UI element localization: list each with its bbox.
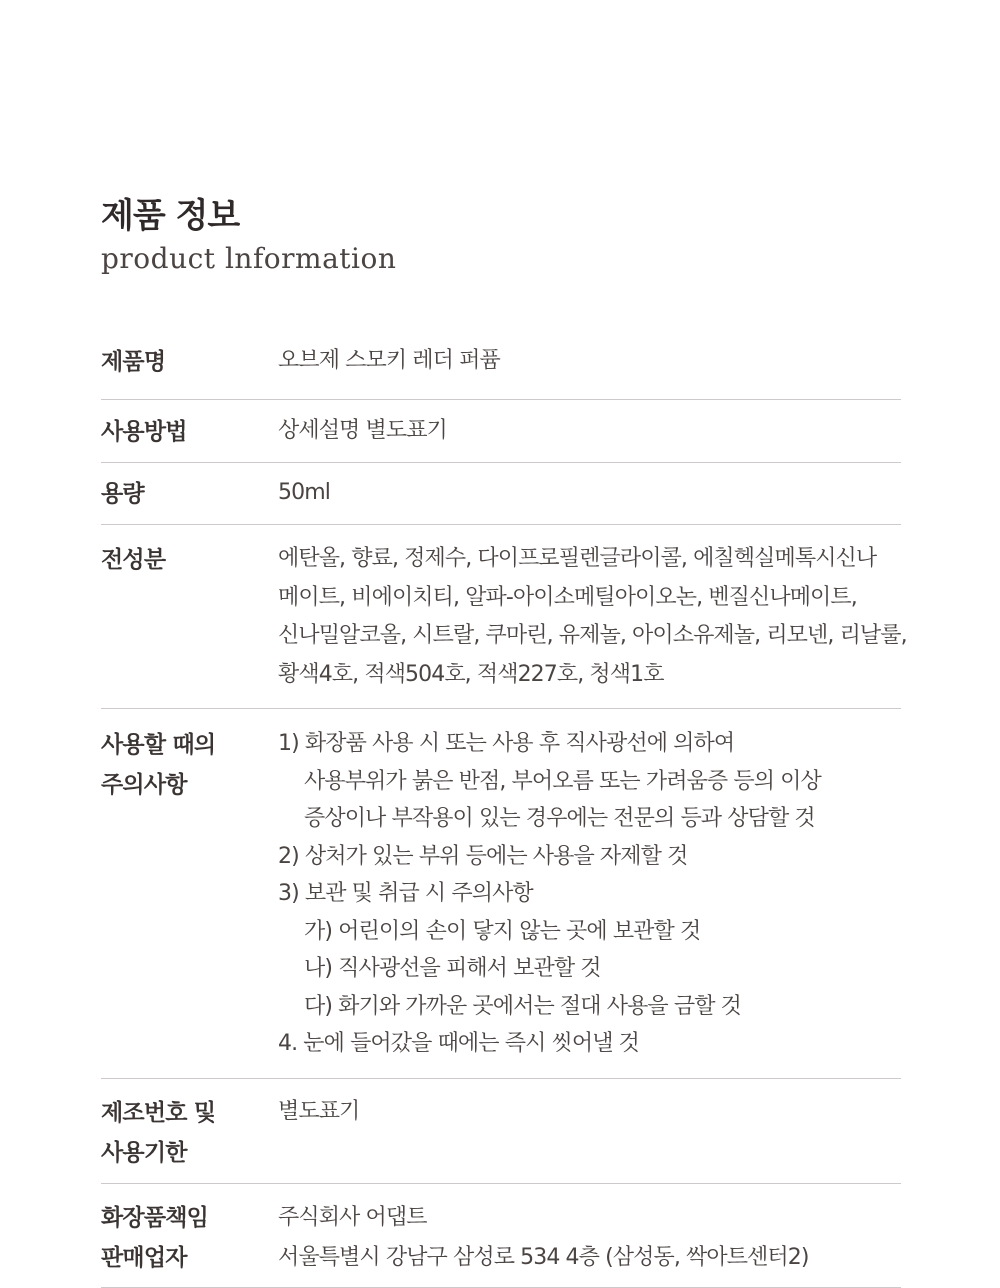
- row-caution: [101, 709, 901, 1079]
- row-label-line: 주의사항: [101, 772, 187, 798]
- row-volume: [101, 463, 901, 525]
- row-value: [278, 1198, 901, 1287]
- caution-line: 다) 화기와 가까운 곳에서는 절대 사용을 금할 것: [304, 993, 742, 1019]
- row-label-line: 사용할 때의: [101, 732, 216, 758]
- row-label: 사용방법: [101, 419, 187, 445]
- row-usage: [101, 400, 901, 463]
- caution-line: 사용부위가 붉은 반점, 부어오름 또는 가려움증 등의 이상: [304, 768, 821, 794]
- product-info-table: [101, 328, 907, 1288]
- caution-line: 가) 어린이의 손이 닿지 않는 곳에 보관할 것: [304, 918, 701, 944]
- row-lot-expiry: [101, 1079, 901, 1184]
- seller-line: 서울특별시 강남구 삼성로 534 4층 (삼성동, 싹아트센터2): [278, 1245, 809, 1270]
- row-label: 용량: [101, 481, 144, 507]
- row-value: 상세설명 별도표기: [278, 418, 447, 443]
- ingredients-line: 메이트, 비에이치티, 알파-아이소메틸아이오논, 벤질신나메이트,: [278, 584, 857, 610]
- row-label: [101, 1093, 278, 1183]
- row-value: [278, 540, 907, 708]
- section-subtitle: product lnformation: [101, 242, 397, 275]
- row-value: 별도표기: [278, 1099, 360, 1124]
- row-product-name: [101, 328, 901, 400]
- row-value: 오브제 스모키 레더 퍼퓸: [278, 348, 500, 373]
- row-ingredients: [101, 525, 907, 709]
- caution-line: 2) 상처가 있는 부위 등에는 사용을 자제할 것: [278, 843, 688, 869]
- row-seller: [101, 1184, 901, 1288]
- product-info-section: [101, 196, 907, 1288]
- caution-line: 4. 눈에 들어갔을 때에는 즉시 씻어낼 것: [278, 1031, 640, 1056]
- row-label-line: 제조번호 및: [101, 1100, 216, 1126]
- row-value: 50ml: [278, 480, 330, 505]
- caution-line: 증상이나 부작용이 있는 경우에는 전문의 등과 상담할 것: [304, 806, 815, 831]
- seller-line: 주식회사 어댑트: [278, 1205, 427, 1230]
- row-label-line: 사용기한: [101, 1140, 187, 1166]
- row-label: [101, 725, 278, 1078]
- ingredients-line: 황색4호, 적색504호, 적색227호, 청색1호: [278, 661, 664, 687]
- ingredients-line: 에탄올, 향료, 정제수, 다이프로필렌글라이콜, 에칠헥실메톡시신나: [278, 546, 877, 571]
- row-label: 제품명: [101, 349, 166, 375]
- caution-line: 3) 보관 및 취급 시 주의사항: [278, 881, 533, 906]
- row-label-line: 화장품책임: [101, 1205, 209, 1231]
- row-label: 전성분: [101, 547, 166, 573]
- section-title: 제품 정보: [101, 196, 240, 236]
- row-label-line: 판매업자: [101, 1245, 187, 1271]
- row-label: [101, 1198, 278, 1287]
- caution-line: 나) 직사광선을 피해서 보관할 것: [304, 956, 601, 981]
- row-value: [278, 725, 901, 1078]
- ingredients-line: 신나밀알코올, 시트랄, 쿠마린, 유제놀, 아이소유제놀, 리모넨, 리날룰,: [278, 623, 907, 648]
- caution-line: 1) 화장품 사용 시 또는 사용 후 직사광선에 의하여: [278, 731, 735, 756]
